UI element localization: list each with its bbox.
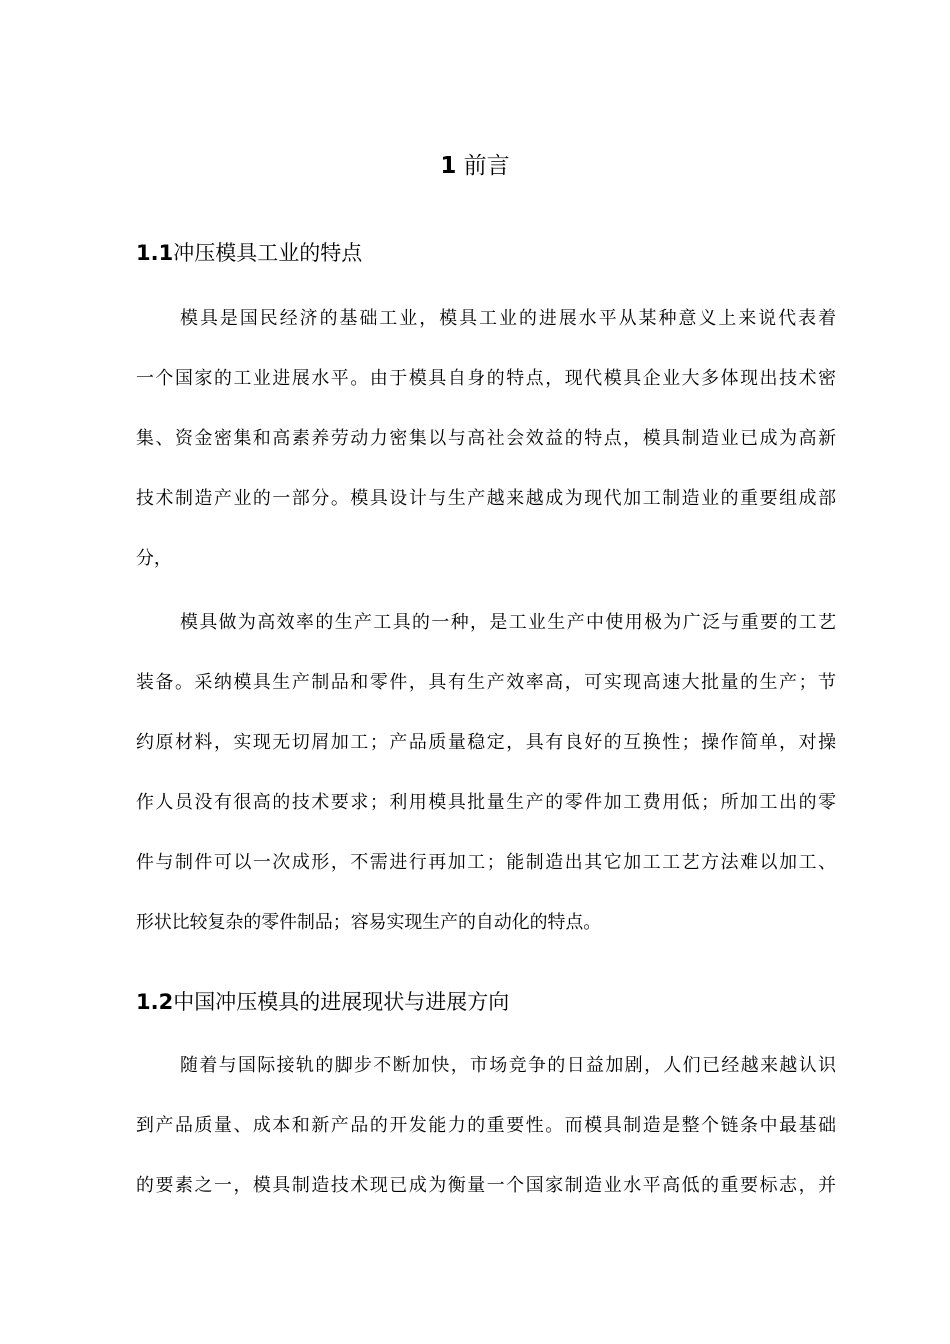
chapter-title (0, 148, 950, 184)
paragraph-line: 随着与国际接轨的脚步不断加快，市场竞争的日益加剧，人们已经越来越认识 (180, 1055, 836, 1076)
paragraph-line: 的要素之一，模具制造技术现已成为衡量一个国家制造业水平高低的重要标志，并 (136, 1175, 836, 1196)
paragraph (136, 1036, 836, 1216)
paragraph-line: 一个国家的工业进展水平。由于模具自身的特点，现代模具企业大多体现出技术密 (136, 368, 836, 389)
paragraph-line: 模具是国民经济的基础工业，模具工业的进展水平从某种意义上来说代表着 (180, 308, 836, 329)
paragraph-line: 分， (136, 548, 172, 569)
section-number: 1.1 (136, 241, 174, 265)
paragraph-line: 集、资金密集和高素养劳动力密集以与高社会效益的特点，模具制造业已成为高新 (136, 428, 836, 449)
section-number: 1.2 (136, 990, 174, 1014)
section-heading-1-2 (136, 985, 509, 1019)
paragraph-line: 到产品质量、成本和新产品的开发能力的重要性。而模具制造是整个链条中最基础 (136, 1115, 836, 1136)
chapter-number: 1 (440, 153, 457, 180)
paragraph (136, 593, 836, 953)
paragraph (136, 289, 836, 589)
section-title: 冲压模具工业的特点 (173, 241, 363, 265)
paragraph-line: 作人员没有很高的技术要求；利用模具批量生产的零件加工费用低；所加工出的零 (136, 792, 836, 813)
section-title: 中国冲压模具的进展现状与进展方向 (173, 990, 510, 1014)
paragraph-line: 形状比较复杂的零件制品；容易实现生产的自动化的特点。 (136, 912, 602, 933)
paragraph-line: 模具做为高效率的生产工具的一种，是工业生产中使用极为广泛与重要的工艺 (180, 612, 836, 633)
paragraph-line: 约原材料，实现无切屑加工；产品质量稳定，具有良好的互换性；操作简单，对操 (136, 732, 836, 753)
section-heading-1-1 (136, 236, 362, 270)
paragraph-line: 技术制造产业的一部分。模具设计与生产越来越成为现代加工制造业的重要组成部 (136, 488, 836, 509)
chapter-title-text: 前言 (463, 153, 510, 180)
paragraph-line: 件与制件可以一次成形，不需进行再加工；能制造出其它加工工艺方法难以加工、 (136, 852, 836, 873)
paragraph-line: 装备。采纳模具生产制品和零件，具有生产效率高，可实现高速大批量的生产；节 (136, 672, 836, 693)
